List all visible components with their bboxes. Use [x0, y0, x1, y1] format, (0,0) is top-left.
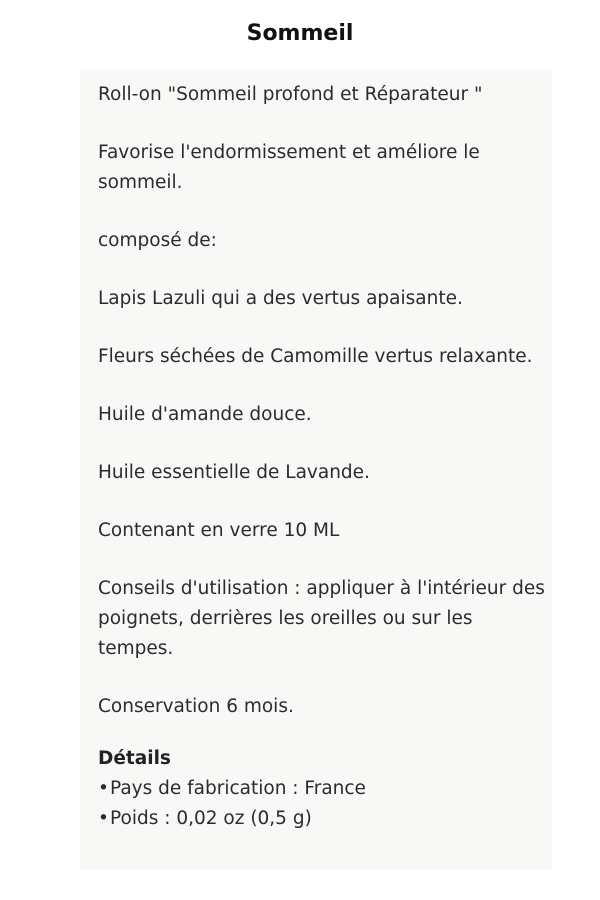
page-title: Sommeil	[246, 21, 354, 46]
detail-item-label: Poids : 0,02 oz (0,5 g)	[110, 808, 312, 829]
ingredient-camomille: Fleurs séchées de Camomille vertus relaxante.	[98, 346, 533, 367]
composition-intro: composé de:	[98, 230, 217, 251]
product-name-paragraph: Roll-on "Sommeil profond et Réparateur "	[98, 84, 483, 105]
bullet-glyph: •	[98, 808, 109, 829]
ingredient-lapis-lazuli: Lapis Lazuli qui a des vertus apaisante.	[98, 288, 463, 309]
benefit-paragraph: Favorise l'endormissement et améliore le sommeil.	[98, 142, 480, 193]
container-info: Contenant en verre 10 ML	[98, 520, 340, 541]
ingredient-amande: Huile d'amande douce.	[98, 404, 312, 425]
usage-advice: Conseils d'utilisation : appliquer à l'intérieur des poignets, derrières les oreilles ou sur les tempes.	[98, 578, 545, 659]
ingredient-lavande: Huile essentielle de Lavande.	[98, 462, 370, 483]
bullet-glyph: •	[98, 778, 109, 799]
product-description	[98, 80, 548, 834]
conservation-info: Conservation 6 mois.	[98, 696, 294, 717]
detail-item-label: Pays de fabrication : France	[110, 778, 366, 799]
detail-item-origin	[98, 774, 548, 804]
detail-item-weight	[98, 804, 548, 834]
details-heading: Détails	[98, 748, 171, 769]
